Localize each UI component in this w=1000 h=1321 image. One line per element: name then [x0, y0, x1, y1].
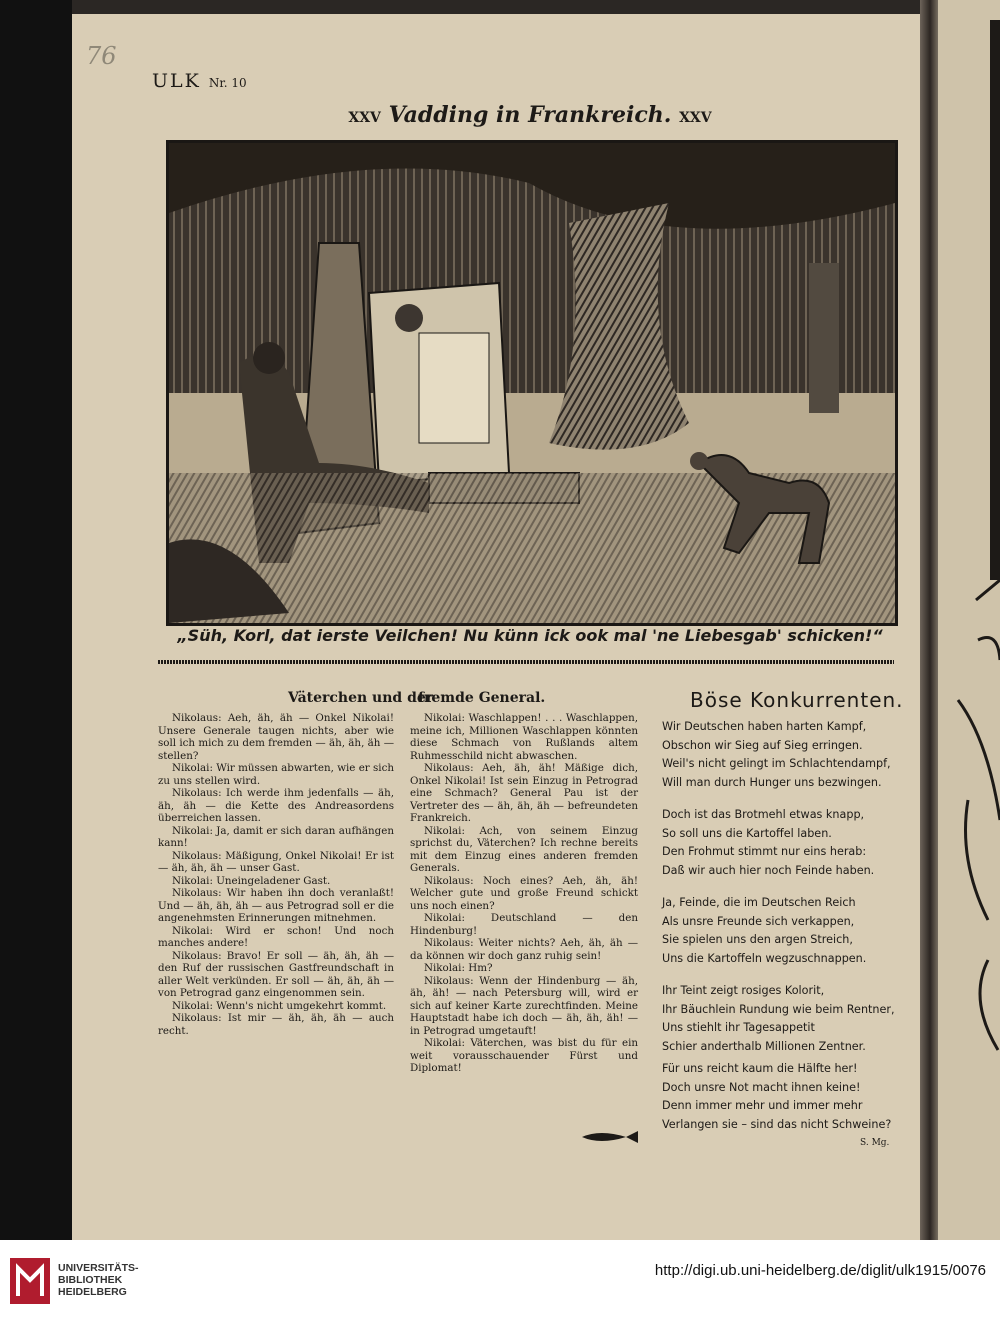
poem-line: Für uns reicht kaum die Hälfte her!: [662, 1062, 858, 1075]
viewer-footer: [0, 1240, 1000, 1321]
article-column-2: [410, 712, 638, 1075]
source-url[interactable]: http://digi.ub.uni-heidelberg.de/diglit/ulk1915/0076: [654, 1262, 986, 1279]
masthead-title: ULK: [152, 70, 201, 92]
paragraph: Nikolai: Väterchen, was bist du für ein weit vorausschauender Fürst und Diplomat!: [410, 1037, 638, 1074]
article-column-1: [158, 712, 394, 1037]
library-name: [58, 1262, 139, 1298]
cartoon-illustration: [166, 140, 898, 626]
paragraph: Nikolaus: Weiter nichts? Aeh, äh, äh — da können wir doch ganz ruhig sein!: [410, 937, 638, 962]
fish-ornament: [580, 1131, 640, 1143]
paragraph: Nikolai: Hm?: [424, 962, 493, 974]
paragraph: Nikolai: Wenn's nicht umgekehrt kommt.: [172, 999, 387, 1012]
poem-line: Als unsre Freunde sich verkappen,: [662, 914, 855, 928]
poem-line: Daß wir auch hier noch Feinde haben.: [662, 863, 875, 877]
paragraph: Nikolai: Ja, damit er sich daran aufhängen kann!: [158, 824, 394, 849]
poem-signature: S. Mg.: [860, 1138, 890, 1148]
poem-line: Weil's nicht gelingt im Schlachtendampf,: [662, 757, 891, 770]
title-number-left: XXV: [348, 110, 381, 126]
poem-line: Doch unsre Not macht ihnen keine!: [662, 1080, 861, 1094]
poem-line: Obschon wir Sieg auf Sieg erringen.: [662, 738, 863, 752]
article-title-left: Väterchen und der: [288, 690, 434, 706]
title-text: Vadding in Frankreich.: [388, 102, 672, 128]
paragraph: Nikolai: Wir müssen abwarten, wie er sich zu uns stellen wird.: [158, 762, 394, 787]
paragraph: Nikolaus: Wir haben ihn doch veranlaßt! Und — äh, äh, äh — aus Petrograd soll er die angenehmsten Erinnerungen mitnehmen.: [158, 887, 394, 924]
poem-stanza-2: [662, 806, 874, 880]
paragraph: Nikolai: Uneingeladener Gast.: [172, 874, 331, 887]
paragraph: Nikolai: Deutschland — den Hindenburg!: [410, 912, 638, 937]
paragraph: Nikolai: Ach, von seinem Einzug sprichst du, Väterchen? Ich rechne bereits mit dem Einzug eines anderen fremden Generals.: [410, 824, 638, 874]
paragraph: Nikolaus: Mäßigung, Onkel Nikolai! Er ist — äh, äh, äh — unser Gast.: [158, 849, 394, 874]
paragraph: Nikolaus: Aeh, äh, äh — Onkel Nikolai! Unsere Generale taugen nichts, aber wie soll ich mich zu dem fremden — äh, äh, äh — stellen?: [158, 712, 394, 762]
pencil-page-number: 76: [86, 42, 117, 70]
library-logo-icon: [8, 1256, 52, 1306]
library-name-line: UNIVERSITÄTS-: [58, 1262, 139, 1274]
library-name-line: HEIDELBERG: [58, 1286, 127, 1298]
paragraph: Nikolaus: Ist mir — äh, äh, äh — auch recht.: [158, 1012, 394, 1037]
title-number-right: XXV: [679, 110, 712, 126]
poem-stanza-4: [662, 982, 895, 1056]
poem-line: Uns stiehlt ihr Tagesappetit: [662, 1021, 815, 1034]
poem-line: Ja, Feinde, die im Deutschen Reich: [662, 896, 856, 909]
poem-line: Den Frohmut stimmt nur eins herab:: [662, 845, 867, 858]
library-name-line: BIBLIOTHEK: [58, 1274, 123, 1286]
poem-line: Verlangen sie – sind das nicht Schweine?: [662, 1117, 892, 1131]
issue-number: Nr. 10: [208, 76, 247, 90]
decorative-rule: [158, 660, 894, 664]
paragraph: Nikolaus: Noch eines? Aeh, äh, äh! Welcher gute und große Freund schickt uns noch einen?: [410, 874, 638, 912]
article-title-right: fremde General.: [418, 690, 546, 706]
poem-line: Denn immer mehr und immer mehr: [662, 1099, 863, 1112]
paragraph: Nikolaus: Ich werde ihm jedenfalls — äh, äh, äh — die Kette des Andreasordens überreichen lassen.: [158, 787, 394, 824]
poem-stanza-5: [662, 1060, 891, 1134]
adjacent-page-edge: [938, 0, 1000, 1240]
book-gutter: [920, 0, 940, 1240]
poem-line: So soll uns die Kartoffel laben.: [662, 826, 832, 840]
cartoon-title: [320, 102, 740, 128]
paragraph: Nikolai: Waschlappen! . . . Waschlappen, meine ich, Millionen Waschlappen könnten diese Schmach von Rußlands altem Ruhmesschild nicht abwaschen.: [410, 712, 638, 762]
paragraph: Nikolaus: Wenn der Hindenburg — äh, äh, äh! — nach Petersburg will, wird er sich auf keiner Karte zurechtfinden. Meine Hauptstadt habe ich doch — äh, äh, äh! — in Petrograd umgetauft!: [410, 974, 638, 1037]
adjacent-page-drawing: [938, 0, 1000, 1240]
poem-line: Ihr Teint zeigt rosiges Kolorit,: [662, 984, 825, 997]
poem-line: Uns die Kartoffeln wegzuschnappen.: [662, 951, 867, 965]
scan-left-edge: [0, 0, 72, 1240]
poem-line: Schier anderthalb Millionen Zentner.: [662, 1039, 866, 1053]
paragraph: Nikolaus: Bravo! Er soll — äh, äh, äh — den Ruf der russischen Gastfreundschaft in aller Welt verkünden. Er soll — äh, äh, äh — von Petrograd ganz eingenommen sein.: [158, 949, 394, 999]
cartoon-drawing: [169, 143, 895, 623]
paragraph: Nikolaus: Aeh, äh, äh! Mäßige dich, Onkel Nikolai! Ist sein Einzug in Petrograd eine Schmach? General Pau ist der Vertreter des — äh, äh, äh — befreundeten Frankreich.: [410, 762, 638, 824]
poem-stanza-1: [662, 718, 891, 792]
poem-line: Ihr Bäuchlein Rundung wie beim Rentner,: [662, 1002, 895, 1016]
poem-title: Böse Konkurrenten.: [690, 688, 904, 712]
cartoon-caption: „Süh, Korl, dat ierste Veilchen! Nu künn ick ook mal 'ne Liebesgab' schicken!“: [177, 626, 883, 645]
paragraph: Nikolai: Wird er schon! Und noch manches andere!: [158, 924, 394, 949]
poem-line: Doch ist das Brotmehl etwas knapp,: [662, 808, 865, 821]
poem-line: Wir Deutschen haben harten Kampf,: [662, 720, 867, 733]
poem-line: Will man durch Hunger uns bezwingen.: [662, 775, 882, 789]
poem-stanza-3: [662, 894, 866, 968]
poem-line: Sie spielen uns den argen Streich,: [662, 933, 853, 946]
masthead: [152, 70, 247, 92]
